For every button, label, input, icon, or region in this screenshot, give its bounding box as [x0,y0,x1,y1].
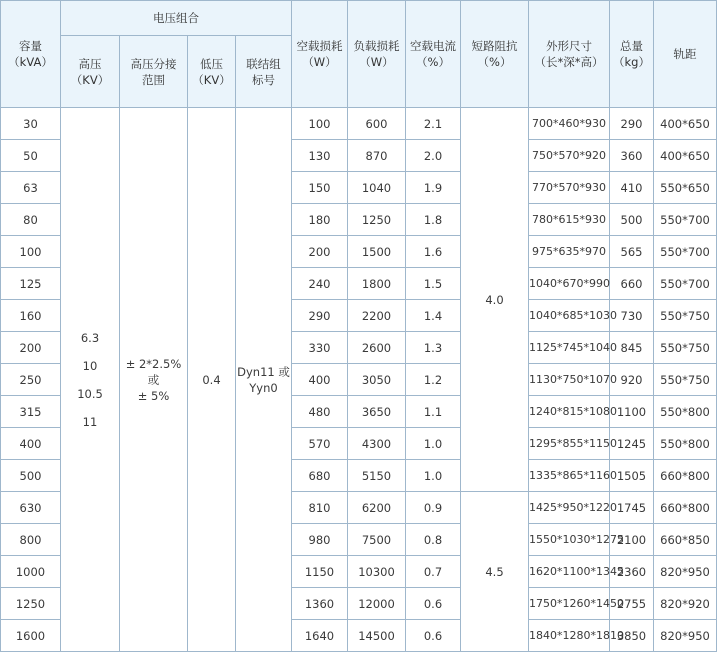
cell-no-load-current: 0.9 [406,492,461,524]
cell-gauge: 660*850 [654,524,717,556]
cell-gauge: 550*750 [654,364,717,396]
cell-weight: 360 [610,140,654,172]
cell-capacity: 1250 [1,588,61,620]
cell-no-load-current: 1.1 [406,396,461,428]
cell-no-load-loss: 1640 [292,620,348,652]
cell-gauge: 820*950 [654,556,717,588]
cell-weight: 3850 [610,620,654,652]
header-load-loss: 负载损耗 （W） [348,1,406,108]
cell-dimensions: 750*570*920 [529,140,610,172]
cell-weight: 410 [610,172,654,204]
cell-dimensions: 770*570*930 [529,172,610,204]
cell-gauge: 550*800 [654,428,717,460]
cell-gauge: 550*750 [654,300,717,332]
cell-no-load-current: 0.6 [406,588,461,620]
cell-capacity: 800 [1,524,61,556]
header-tap-range: 高压分接 范围 [120,36,188,108]
cell-no-load-loss: 570 [292,428,348,460]
table-row [1,108,717,140]
header-gauge: 轨距 [654,1,717,108]
cell-no-load-loss: 680 [292,460,348,492]
header-weight: 总量 （kg） [610,1,654,108]
cell-no-load-current: 1.9 [406,172,461,204]
cell-dimensions: 1240*815*1080 [529,396,610,428]
cell-dimensions: 1425*950*1220 [529,492,610,524]
cell-weight: 2360 [610,556,654,588]
cell-load-loss: 3050 [348,364,406,396]
cell-capacity: 50 [1,140,61,172]
cell-load-loss: 4300 [348,428,406,460]
cell-weight: 730 [610,300,654,332]
cell-dimensions: 1620*1100*1345 [529,556,610,588]
cell-dimensions: 1125*745*1040 [529,332,610,364]
header-impedance: 短路阻抗 （%） [461,1,529,108]
cell-dimensions: 1840*1280*1810 [529,620,610,652]
cell-gauge: 660*800 [654,460,717,492]
cell-dimensions: 975*635*970 [529,236,610,268]
header-dimensions: 外形尺寸 （长*深*高） [529,1,610,108]
cell-gauge: 550*750 [654,332,717,364]
cell-gauge: 400*650 [654,108,717,140]
cell-no-load-current: 2.0 [406,140,461,172]
cell-load-loss: 5150 [348,460,406,492]
cell-no-load-current: 1.8 [406,204,461,236]
cell-capacity: 100 [1,236,61,268]
cell-gauge: 660*800 [654,492,717,524]
hv-value: 10 [82,358,98,373]
cell-weight: 845 [610,332,654,364]
cell-gauge: 550*700 [654,236,717,268]
header-no-load-loss: 空载损耗 （W） [292,1,348,108]
cell-impedance-low: 4.0 [461,108,529,492]
cell-weight: 290 [610,108,654,140]
cell-weight: 1245 [610,428,654,460]
header-vector-group: 联结组 标号 [236,36,292,108]
cell-gauge: 550*800 [654,396,717,428]
cell-no-load-loss: 810 [292,492,348,524]
cell-weight: 2100 [610,524,654,556]
cell-capacity: 80 [1,204,61,236]
hv-value: 11 [82,414,98,429]
cell-no-load-loss: 100 [292,108,348,140]
cell-dimensions: 780*615*930 [529,204,610,236]
cell-no-load-current: 0.8 [406,524,461,556]
cell-tap-range-merged: ± 2*2.5% 或 ± 5% [120,108,188,652]
cell-weight: 500 [610,204,654,236]
cell-no-load-current: 1.0 [406,428,461,460]
cell-weight: 660 [610,268,654,300]
hv-value: 6.3 [80,330,100,345]
cell-no-load-loss: 1360 [292,588,348,620]
cell-no-load-loss: 480 [292,396,348,428]
header-no-load-current: 空载电流 （%） [406,1,461,108]
cell-no-load-loss: 980 [292,524,348,556]
cell-capacity: 160 [1,300,61,332]
header-lv: 低压 （KV） [188,36,236,108]
cell-no-load-loss: 290 [292,300,348,332]
cell-load-loss: 7500 [348,524,406,556]
cell-gauge: 820*950 [654,620,717,652]
cell-hv-merged [61,108,120,652]
cell-no-load-current: 1.6 [406,236,461,268]
hv-values-list [61,324,119,436]
cell-gauge: 550*700 [654,204,717,236]
cell-capacity: 250 [1,364,61,396]
cell-no-load-current: 0.6 [406,620,461,652]
cell-capacity: 500 [1,460,61,492]
cell-load-loss: 10300 [348,556,406,588]
cell-load-loss: 3650 [348,396,406,428]
cell-capacity: 1000 [1,556,61,588]
cell-capacity: 315 [1,396,61,428]
cell-capacity: 125 [1,268,61,300]
cell-load-loss: 2200 [348,300,406,332]
cell-capacity: 630 [1,492,61,524]
cell-no-load-loss: 200 [292,236,348,268]
cell-weight: 1745 [610,492,654,524]
header-voltage-group: 电压组合 [61,1,292,36]
cell-no-load-current: 1.0 [406,460,461,492]
cell-gauge: 820*920 [654,588,717,620]
cell-no-load-loss: 330 [292,332,348,364]
cell-no-load-loss: 150 [292,172,348,204]
cell-no-load-loss: 400 [292,364,348,396]
cell-dimensions: 1040*670*990 [529,268,610,300]
hv-value: 10.5 [77,386,103,401]
cell-dimensions: 700*460*930 [529,108,610,140]
cell-no-load-current: 1.2 [406,364,461,396]
cell-load-loss: 2600 [348,332,406,364]
cell-capacity: 63 [1,172,61,204]
cell-no-load-loss: 1150 [292,556,348,588]
cell-weight: 565 [610,236,654,268]
cell-no-load-loss: 180 [292,204,348,236]
cell-impedance-high: 4.5 [461,492,529,652]
cell-load-loss: 14500 [348,620,406,652]
cell-no-load-current: 1.5 [406,268,461,300]
cell-no-load-current: 1.4 [406,300,461,332]
cell-no-load-current: 1.3 [406,332,461,364]
cell-capacity: 1600 [1,620,61,652]
cell-gauge: 550*650 [654,172,717,204]
cell-gauge: 550*700 [654,268,717,300]
cell-vector-group-merged: Dyn11 或 Yyn0 [236,108,292,652]
cell-lv-merged: 0.4 [188,108,236,652]
cell-dimensions: 1335*865*1160 [529,460,610,492]
cell-dimensions: 1750*1260*1450 [529,588,610,620]
cell-load-loss: 870 [348,140,406,172]
header-hv: 高压 （KV） [61,36,120,108]
cell-no-load-current: 2.1 [406,108,461,140]
header-capacity: 容量 （kVA） [1,1,61,108]
cell-gauge: 400*650 [654,140,717,172]
cell-weight: 1505 [610,460,654,492]
table-body [1,108,717,652]
cell-dimensions: 1130*750*1070 [529,364,610,396]
cell-no-load-current: 0.7 [406,556,461,588]
cell-capacity: 200 [1,332,61,364]
cell-capacity: 400 [1,428,61,460]
cell-load-loss: 12000 [348,588,406,620]
cell-no-load-loss: 130 [292,140,348,172]
cell-weight: 920 [610,364,654,396]
cell-load-loss: 1500 [348,236,406,268]
cell-load-loss: 1800 [348,268,406,300]
cell-weight: 1100 [610,396,654,428]
cell-weight: 2755 [610,588,654,620]
cell-load-loss: 6200 [348,492,406,524]
cell-dimensions: 1295*855*1150 [529,428,610,460]
cell-capacity: 30 [1,108,61,140]
cell-load-loss: 600 [348,108,406,140]
cell-no-load-loss: 240 [292,268,348,300]
cell-load-loss: 1250 [348,204,406,236]
cell-dimensions: 1550*1030*1275 [529,524,610,556]
cell-load-loss: 1040 [348,172,406,204]
cell-dimensions: 1040*685*1030 [529,300,610,332]
